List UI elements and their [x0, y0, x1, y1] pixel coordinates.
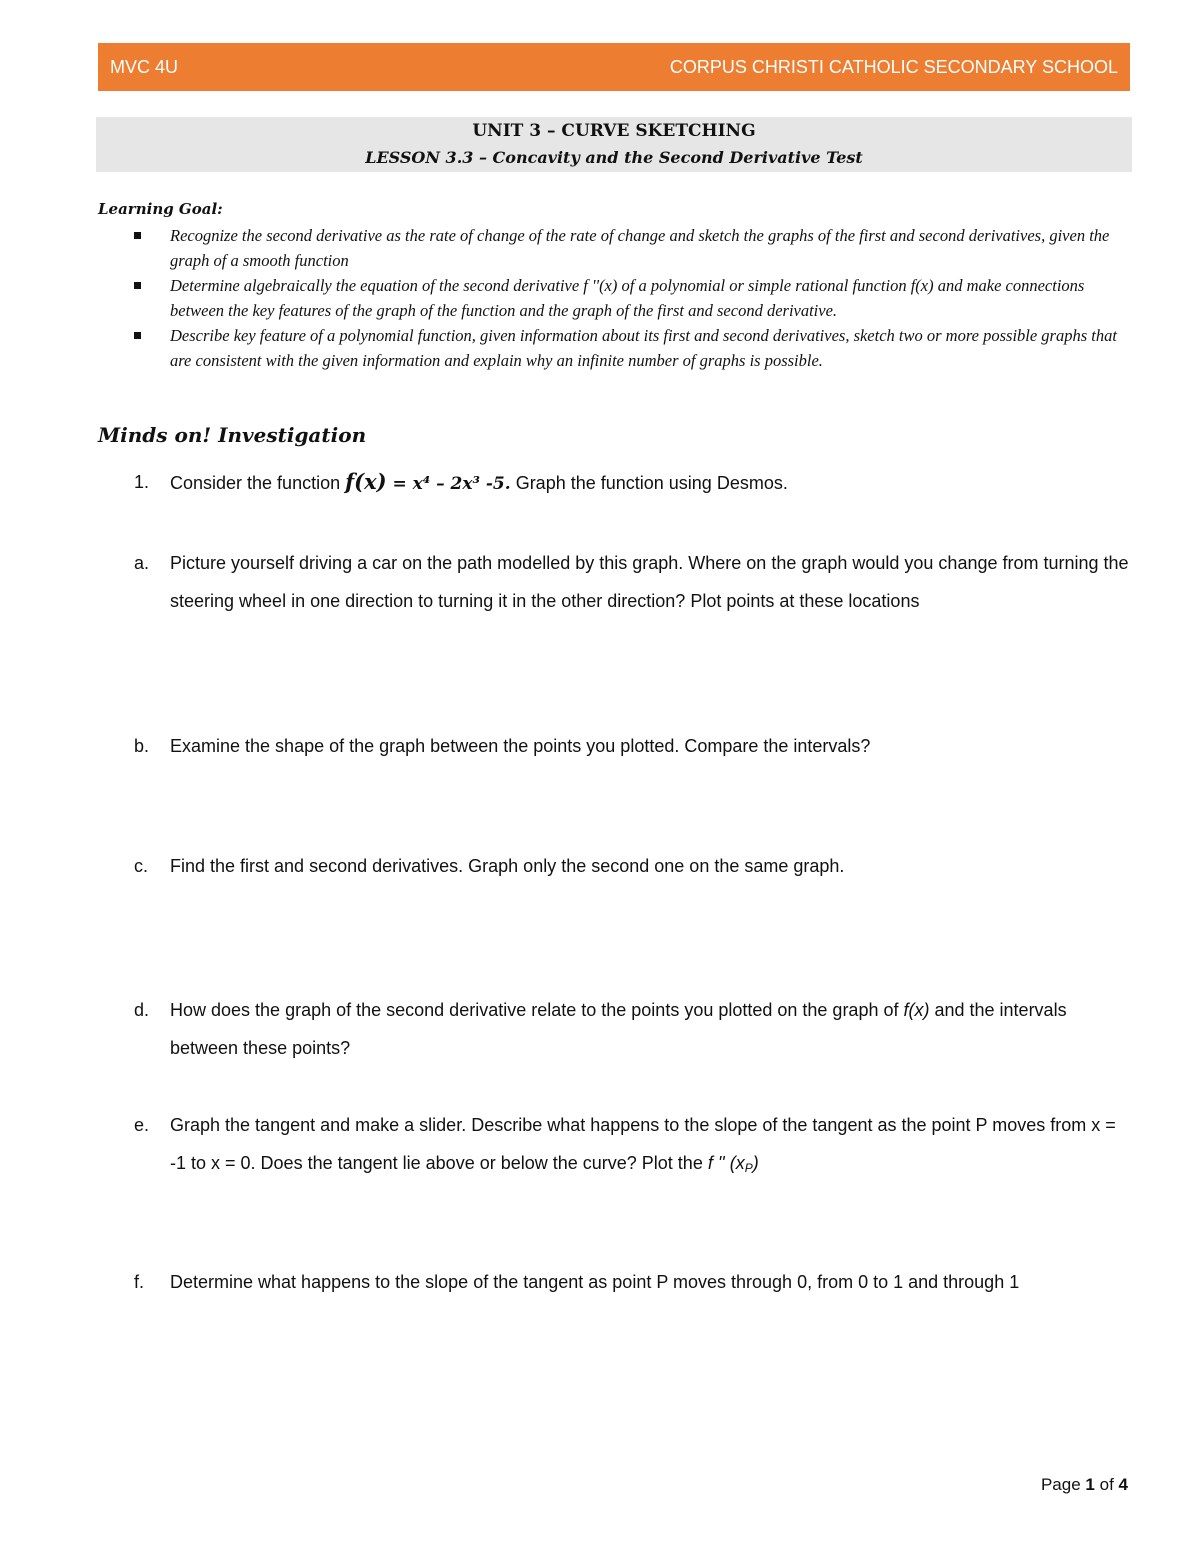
question-marker: d. [134, 1000, 150, 1020]
page-label: Page [1040, 1475, 1081, 1494]
question-f [134, 1263, 1129, 1301]
square-bullet-icon [134, 282, 141, 289]
page-total: 4 [1118, 1475, 1128, 1494]
learning-goal-list [134, 223, 1124, 373]
investigation-heading: Minds on! Investigation [98, 423, 367, 447]
page-of: of [1099, 1475, 1114, 1494]
learning-goal-item [134, 323, 1124, 373]
second-derivative-notation: f '' (x [707, 1153, 745, 1173]
question-b [134, 727, 1129, 765]
question-marker: c. [134, 856, 149, 876]
question-text: Determine what happens to the slope of the tangent as point P moves through 0, from 0 to 1 and through 1 [170, 1272, 1020, 1292]
question-marker: f. [134, 1272, 145, 1292]
lesson-title: LESSON 3.3 – Concavity and the Second Derivative Test [365, 148, 863, 167]
square-bullet-icon [134, 332, 141, 339]
title-box [96, 117, 1132, 172]
learning-goal-item [134, 223, 1124, 273]
learning-goal-text: Recognize the second derivative as the rate of change of the rate of change and sketch the graphs of the first and second derivatives, given the graph of a smooth function [170, 226, 1110, 270]
question-text: Graph the tangent and make a slider. Describe what happens to the slope of the tangent as the point P moves from x = -1 to x = 0. Does the tangent lie above or below the curve? Plot the [170, 1115, 1116, 1173]
question-d [134, 991, 1129, 1067]
question-marker: 1. [134, 472, 150, 492]
learning-goal-item [134, 273, 1124, 323]
function-equation: = x⁴ – 2x³ -5. [386, 474, 511, 494]
learning-goal-heading: Learning Goal: [98, 200, 223, 218]
learning-goal-text: Determine algebraically the equation of the second derivative f ''(x) of a polynomial or simple rational function f(x) and make connections between the key features of the graph of the function and the graph of the first and second derivative. [170, 276, 1085, 320]
learning-goal-text: Describe key feature of a polynomial function, given information about its first and second derivatives, sketch two or more possible graphs that are consistent with the given information and explain why an infinite number of graphs is possible. [170, 326, 1117, 370]
question-text: and the intervals between these points? [170, 1000, 1067, 1058]
unit-title: UNIT 3 – CURVE SKETCHING [472, 121, 756, 141]
question-e [134, 1106, 1129, 1187]
course-code: MVC 4U [110, 57, 179, 77]
function-name: f(x) [903, 1000, 930, 1020]
question-marker: e. [134, 1115, 150, 1135]
page-current: 1 [1085, 1475, 1095, 1494]
question-a [134, 544, 1129, 620]
question-text: How does the graph of the second derivative relate to the points you plotted on the graph of [170, 1000, 904, 1020]
question-text: Graph the function using Desmos. [510, 473, 788, 493]
closing-paren: ) [752, 1153, 759, 1173]
function-name: f(x) [345, 469, 387, 494]
question-text: Consider the function [170, 473, 346, 493]
question-text: Find the first and second derivatives. Graph only the second one on the same graph. [170, 856, 845, 876]
question-marker: b. [134, 736, 150, 756]
school-name: CORPUS CHRISTI CATHOLIC SECONDARY SCHOOL [669, 57, 1118, 77]
question-c [134, 847, 1129, 885]
header-bar [98, 43, 1130, 91]
question-text: Picture yourself driving a car on the path modelled by this graph. Where on the graph would you change from turning the steering wheel in one direction to turning it in the other direction? Plot points at these locations [170, 553, 1129, 611]
square-bullet-icon [134, 232, 141, 239]
question-text: Examine the shape of the graph between the points you plotted. Compare the intervals? [170, 736, 871, 756]
question-marker: a. [134, 553, 150, 573]
point-subscript: P [744, 1161, 753, 1175]
question-1 [134, 463, 1129, 503]
page-number [1041, 1475, 1128, 1495]
